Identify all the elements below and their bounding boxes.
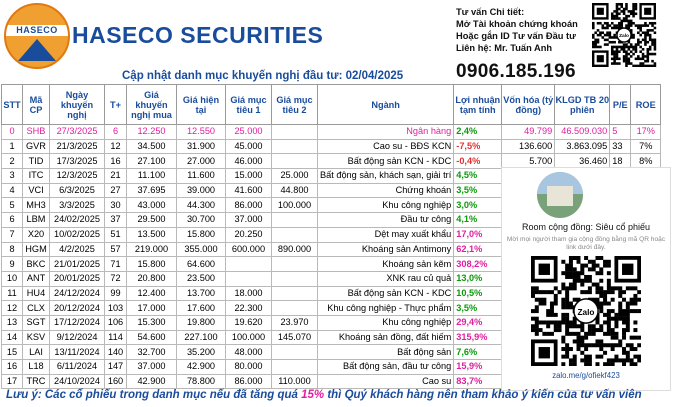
column-header: Giá hiện tại <box>177 85 226 125</box>
cell-roe: 7% <box>631 139 661 154</box>
cell-date: 13/11/2024 <box>50 345 105 360</box>
cell-sector: Dệt may xuất khẩu <box>318 227 454 242</box>
cell-buy: 12.250 <box>127 125 177 140</box>
cell-stt: 7 <box>2 227 23 242</box>
cell-tg2: 110.000 <box>272 374 318 389</box>
cell-cap: 136.600 <box>502 139 555 154</box>
cell-buy: 37.695 <box>127 183 177 198</box>
zalo-icon-label: Zalo <box>577 307 595 317</box>
contact-line: Tư vấn Chi tiết: <box>456 7 525 17</box>
cell-date: 9/12/2024 <box>50 330 105 345</box>
profit-value: 7,6% <box>456 346 478 357</box>
cell-t: 16 <box>105 154 127 169</box>
community-link[interactable]: zalo.me/g/ofiekf423 <box>552 371 620 380</box>
cell-code: ANT <box>23 271 50 286</box>
cell-stt: 2 <box>2 154 23 169</box>
profit-value: 4,1% <box>456 214 478 225</box>
cell-pe: 18 <box>610 154 631 169</box>
cell-tg1 <box>226 271 272 286</box>
community-room-description: Mời mọi người tham gia cộng đồng bằng mã QR hoặc link dưới đây. <box>506 236 666 251</box>
logo-text: HASECO <box>16 25 58 35</box>
cell-pe: 5 <box>610 125 631 140</box>
cell-buy: 37.000 <box>127 360 177 375</box>
cell-date: 20/12/2024 <box>50 301 105 316</box>
cell-tg1: 18.000 <box>226 286 272 301</box>
cell-profit <box>454 198 502 213</box>
cell-tg2 <box>272 213 318 228</box>
cell-pe: 33 <box>610 139 631 154</box>
profit-value: 308,2% <box>456 258 488 269</box>
column-header: Mã CP <box>23 85 50 125</box>
cell-date: 24/02/2025 <box>50 213 105 228</box>
column-header: Giá khuyến nghị mua <box>127 85 177 125</box>
cell-t: 57 <box>105 242 127 257</box>
cell-buy: 15.800 <box>127 257 177 272</box>
cell-profit <box>454 139 502 154</box>
column-header: KLGD TB 20 phiên <box>555 85 610 125</box>
column-header: Vốn hóa (tỷ đồng) <box>502 85 555 125</box>
cell-cur: 19.800 <box>177 315 226 330</box>
cell-tg1: 600.000 <box>226 242 272 257</box>
profit-value: 29,4% <box>456 317 483 328</box>
cell-tg1: 20.250 <box>226 227 272 242</box>
cell-profit <box>454 330 502 345</box>
cell-sector: Khoáng sản kẽm <box>318 257 454 272</box>
cell-sector: Khu công nghiệp <box>318 315 454 330</box>
cell-stt: 12 <box>2 301 23 316</box>
cell-stt: 1 <box>2 139 23 154</box>
cell-buy: 12.400 <box>127 286 177 301</box>
cell-tg1 <box>226 257 272 272</box>
cell-cur: 78.800 <box>177 374 226 389</box>
profit-value: -7,5% <box>456 141 481 152</box>
profit-value: 3,5% <box>456 302 478 313</box>
cell-code: TID <box>23 154 50 169</box>
cell-profit <box>454 360 502 375</box>
cell-tg2 <box>272 227 318 242</box>
cell-date: 27/3/2025 <box>50 125 105 140</box>
cell-t: 12 <box>105 139 127 154</box>
cell-stt: 8 <box>2 242 23 257</box>
cell-sector: Khu công nghiệp <box>318 198 454 213</box>
cell-code: X20 <box>23 227 50 242</box>
cell-vol: 46.509.030 <box>555 125 610 140</box>
cell-tg2: 25.000 <box>272 169 318 184</box>
cell-buy: 29.500 <box>127 213 177 228</box>
profit-value: 315,9% <box>456 331 488 342</box>
cell-tg1: 48.000 <box>226 345 272 360</box>
cell-sector: Khoáng sản đồng, đất hiếm <box>318 330 454 345</box>
cell-date: 17/12/2024 <box>50 315 105 330</box>
table-row[interactable] <box>2 125 661 140</box>
cell-stt: 17 <box>2 374 23 389</box>
cell-cur: 27.000 <box>177 154 226 169</box>
footnote-text-end: thì Quý khách hàng nên tham khảo ý kiến của tư vấn viên <box>324 389 642 401</box>
cell-tg2 <box>272 360 318 375</box>
cell-t: 140 <box>105 345 127 360</box>
profit-value: 2,4% <box>456 126 478 137</box>
cell-tg1: 80.000 <box>226 360 272 375</box>
footnote-text: Lưu ý: Các cổ phiếu trong danh mục nếu đã tăng quá <box>6 389 302 401</box>
cell-stt: 3 <box>2 169 23 184</box>
column-header: Lợi nhuận tạm tính <box>454 85 502 125</box>
cell-code: ITC <box>23 169 50 184</box>
cell-t: 37 <box>105 213 127 228</box>
cell-cur: 44.300 <box>177 198 226 213</box>
column-header: ROE <box>631 85 661 125</box>
cell-date: 21/01/2025 <box>50 257 105 272</box>
cell-buy: 27.100 <box>127 154 177 169</box>
cell-cur: 30.700 <box>177 213 226 228</box>
cell-t: 106 <box>105 315 127 330</box>
cell-t: 21 <box>105 169 127 184</box>
cell-profit <box>454 154 502 169</box>
cell-tg2 <box>272 345 318 360</box>
cell-code: BKC <box>23 257 50 272</box>
profit-value: 17,0% <box>456 229 483 240</box>
community-room-name: Room cộng đồng: Siêu cổ phiếu <box>521 222 651 232</box>
cell-code: MH3 <box>23 198 50 213</box>
community-avatar <box>537 172 583 218</box>
cell-sector: Cao su <box>318 374 454 389</box>
profit-value: 62,1% <box>456 243 483 254</box>
cell-cur: 12.550 <box>177 125 226 140</box>
cell-tg1: 100.000 <box>226 330 272 345</box>
cell-buy: 219.000 <box>127 242 177 257</box>
cell-tg1: 45.000 <box>226 139 272 154</box>
cell-sector: Bất động sản KCN - KDC <box>318 286 454 301</box>
zalo-qr-code[interactable] <box>592 3 664 67</box>
cell-cur: 11.600 <box>177 169 226 184</box>
cell-code: GVR <box>23 139 50 154</box>
cell-tg2 <box>272 257 318 272</box>
cell-profit <box>454 271 502 286</box>
cell-cur: 64.600 <box>177 257 226 272</box>
cell-stt: 11 <box>2 286 23 301</box>
cell-code: SHB <box>23 125 50 140</box>
table-header-row <box>2 85 661 125</box>
cell-date: 12/3/2025 <box>50 169 105 184</box>
contact-line: Hoặc gắn ID Tư vấn Đầu tư <box>456 31 576 41</box>
cell-date: 24/10/2024 <box>50 374 105 389</box>
cell-t: 71 <box>105 257 127 272</box>
cell-t: 30 <box>105 198 127 213</box>
cell-t: 114 <box>105 330 127 345</box>
profit-value: 3,0% <box>456 199 478 210</box>
cell-tg1: 86.000 <box>226 374 272 389</box>
cell-code: HGM <box>23 242 50 257</box>
column-header: P/E <box>610 85 631 125</box>
cell-buy: 43.000 <box>127 198 177 213</box>
cell-profit <box>454 242 502 257</box>
cell-stt: 4 <box>2 183 23 198</box>
cell-cap: 5.700 <box>502 154 555 169</box>
cell-code: LBM <box>23 213 50 228</box>
cell-tg2 <box>272 125 318 140</box>
profit-value: 4,5% <box>456 170 478 181</box>
zalo-icon-label: Zalo <box>619 34 629 40</box>
cell-stt: 9 <box>2 257 23 272</box>
contact-line: Liên hệ: Mr. Tuấn Anh <box>456 43 553 53</box>
contact-info <box>456 6 578 54</box>
cell-vol: 36.460 <box>555 154 610 169</box>
cell-profit <box>454 374 502 389</box>
cell-sector: Cao su - BĐS KCN <box>318 139 454 154</box>
cell-stt: 16 <box>2 360 23 375</box>
cell-stt: 15 <box>2 345 23 360</box>
community-qr-code[interactable] <box>531 256 641 366</box>
cell-buy: 17.000 <box>127 301 177 316</box>
contact-line: Mở Tài khoản chứng khoán <box>456 19 578 29</box>
cell-profit <box>454 125 502 140</box>
cell-t: 99 <box>105 286 127 301</box>
cell-cur: 23.500 <box>177 271 226 286</box>
column-header: Giá mục tiêu 2 <box>272 85 318 125</box>
cell-profit <box>454 213 502 228</box>
cell-tg1: 41.600 <box>226 183 272 198</box>
cell-t: 72 <box>105 271 127 286</box>
footnote <box>6 389 642 401</box>
cell-code: LAI <box>23 345 50 360</box>
cell-buy: 42.900 <box>127 374 177 389</box>
cell-cur: 15.800 <box>177 227 226 242</box>
cell-stt: 14 <box>2 330 23 345</box>
cell-date: 21/3/2025 <box>50 139 105 154</box>
cell-profit <box>454 315 502 330</box>
cell-cur: 13.700 <box>177 286 226 301</box>
cell-code: TRC <box>23 374 50 389</box>
cell-sector: Khu công nghiệp - Thực phẩm <box>318 301 454 316</box>
cell-sector: Bất động sản, đầu tư công <box>318 360 454 375</box>
cell-code: L18 <box>23 360 50 375</box>
cell-sector: Bất động sản, khách sạn, giải trí <box>318 169 454 184</box>
cell-code: VCI <box>23 183 50 198</box>
cell-stt: 10 <box>2 271 23 286</box>
cell-sector: Khoáng sản Antimony <box>318 242 454 257</box>
profit-value: 10,5% <box>456 287 483 298</box>
cell-profit <box>454 286 502 301</box>
cell-tg1: 15.000 <box>226 169 272 184</box>
cell-buy: 13.500 <box>127 227 177 242</box>
profit-value: 13,0% <box>456 273 483 284</box>
cell-cap: 49.799 <box>502 125 555 140</box>
cell-tg2: 44.800 <box>272 183 318 198</box>
cell-sector: XNK rau củ quả <box>318 271 454 286</box>
cell-date: 10/02/2025 <box>50 227 105 242</box>
cell-t: 160 <box>105 374 127 389</box>
cell-vol: 3.863.095 <box>555 139 610 154</box>
cell-profit <box>454 227 502 242</box>
cell-roe: 8% <box>631 154 661 169</box>
column-header: Ngày khuyến nghị <box>50 85 105 125</box>
column-header: T+ <box>105 85 127 125</box>
cell-tg1: 25.000 <box>226 125 272 140</box>
cell-buy: 20.800 <box>127 271 177 286</box>
cell-tg2 <box>272 271 318 286</box>
cell-code: KSV <box>23 330 50 345</box>
profit-value: 83,7% <box>456 376 483 387</box>
cell-tg1: 46.000 <box>226 154 272 169</box>
cell-t: 103 <box>105 301 127 316</box>
cell-sector: Bất động sản <box>318 345 454 360</box>
profit-value: 3,5% <box>456 185 478 196</box>
cell-tg2: 100.000 <box>272 198 318 213</box>
cell-roe: 17% <box>631 125 661 140</box>
cell-t: 6 <box>105 125 127 140</box>
cell-date: 20/01/2025 <box>50 271 105 286</box>
cell-date: 4/2/2025 <box>50 242 105 257</box>
cell-tg1: 19.620 <box>226 315 272 330</box>
cell-buy: 15.300 <box>127 315 177 330</box>
cell-cur: 355.000 <box>177 242 226 257</box>
cell-date: 6/11/2024 <box>50 360 105 375</box>
cell-stt: 13 <box>2 315 23 330</box>
update-date: Cập nhật danh mục khuyến nghị đầu tư: 02/04/2025 <box>122 70 404 82</box>
cell-stt: 0 <box>2 125 23 140</box>
cell-sector: Ngân hàng <box>318 125 454 140</box>
cell-sector: Chứng khoán <box>318 183 454 198</box>
cell-tg2 <box>272 154 318 169</box>
cell-cur: 17.600 <box>177 301 226 316</box>
cell-code: HU4 <box>23 286 50 301</box>
cell-sector: Bất động sản KCN - KDC <box>318 154 454 169</box>
cell-buy: 32.700 <box>127 345 177 360</box>
cell-stt: 6 <box>2 213 23 228</box>
cell-cur: 227.100 <box>177 330 226 345</box>
cell-cur: 31.900 <box>177 139 226 154</box>
cell-tg1: 37.000 <box>226 213 272 228</box>
cell-profit <box>454 169 502 184</box>
company-name: HASECO SECURITIES <box>72 22 324 48</box>
cell-profit <box>454 183 502 198</box>
cell-cur: 35.200 <box>177 345 226 360</box>
column-header: Giá mục tiêu 1 <box>226 85 272 125</box>
cell-buy: 34.500 <box>127 139 177 154</box>
phone-number: 0906.185.196 <box>456 61 576 82</box>
cell-tg2: 890.000 <box>272 242 318 257</box>
cell-code: CLX <box>23 301 50 316</box>
cell-cur: 42.900 <box>177 360 226 375</box>
cell-tg2 <box>272 286 318 301</box>
cell-tg2 <box>272 139 318 154</box>
cell-buy: 11.100 <box>127 169 177 184</box>
cell-tg2 <box>272 301 318 316</box>
cell-stt: 5 <box>2 198 23 213</box>
cell-date: 6/3/2025 <box>50 183 105 198</box>
cell-date: 3/3/2025 <box>50 198 105 213</box>
profit-value: 15,9% <box>456 361 483 372</box>
cell-date: 17/3/2025 <box>50 154 105 169</box>
column-header: STT <box>2 85 23 125</box>
table-row[interactable] <box>2 139 661 154</box>
profit-value: -0,4% <box>456 155 481 166</box>
cell-t: 51 <box>105 227 127 242</box>
cell-profit <box>454 257 502 272</box>
footnote-threshold: 15% <box>301 389 325 401</box>
cell-tg2: 23.970 <box>272 315 318 330</box>
company-logo <box>4 3 70 69</box>
cell-tg1: 22.300 <box>226 301 272 316</box>
cell-profit <box>454 345 502 360</box>
cell-t: 147 <box>105 360 127 375</box>
cell-profit <box>454 301 502 316</box>
cell-date: 24/12/2024 <box>50 286 105 301</box>
cell-cur: 39.000 <box>177 183 226 198</box>
cell-tg2: 145.070 <box>272 330 318 345</box>
cell-t: 27 <box>105 183 127 198</box>
cell-buy: 54.600 <box>127 330 177 345</box>
cell-code: SGT <box>23 315 50 330</box>
cell-sector: Đầu tư công <box>318 213 454 228</box>
cell-tg1: 86.000 <box>226 198 272 213</box>
column-header: Ngành <box>318 85 454 125</box>
